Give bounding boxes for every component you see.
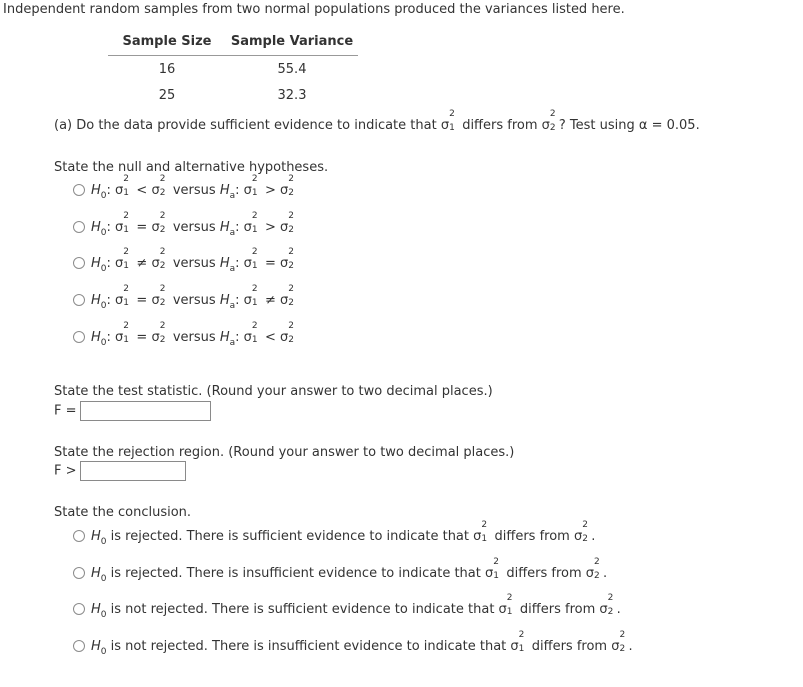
period: .: [603, 566, 608, 581]
conclusion-option[interactable]: $H_0$ is not rejected. There is sufficient evidence to indicate that σ 2 1 differs from σ 2 2 .: [73, 602, 621, 617]
differs-label: differs from σ: [527, 639, 620, 654]
differs-label: differs from σ: [502, 566, 595, 581]
table-header-sample-variance: Sample Variance: [226, 34, 358, 56]
ha-relation: >: [265, 220, 276, 235]
h0-relation: =: [136, 330, 148, 345]
rejection-region-row: [54, 461, 186, 481]
radio-button[interactable]: [73, 184, 85, 196]
versus-label: versus: [172, 183, 216, 198]
ha-relation: <: [265, 330, 276, 345]
h0-relation: ≠: [136, 256, 148, 271]
conclusion-text: is rejected. There is sufficient evidence to indicate that σ: [106, 529, 482, 544]
differs-label: differs from σ: [515, 602, 608, 617]
table-row: [108, 82, 358, 108]
versus-label: versus: [172, 220, 216, 235]
hypotheses-prompt: State the null and alternative hypotheses.: [54, 160, 329, 175]
rejection-region-input[interactable]: [80, 461, 186, 481]
test-statistic-prompt: State the test statistic. (Round your answer to two decimal places.): [54, 384, 493, 399]
part-a-question: (a) Do the data provide sufficient evidence to indicate that σ 2 1 differs from σ 2 2 ? Test using α = 0.05.: [54, 109, 700, 133]
conclusion-prompt: State the conclusion.: [54, 505, 192, 520]
versus-label: versus: [172, 293, 216, 308]
conclusion-option[interactable]: $H_0$ is rejected. There is insufficient evidence to indicate that σ 2 1 differs from σ 2 2 .: [73, 566, 607, 581]
radio-button[interactable]: [73, 331, 85, 343]
conclusion-option[interactable]: $H_0$ is rejected. There is sufficient evidence to indicate that σ 2 1 differs from σ 2 2 .: [73, 529, 595, 544]
versus-label: versus: [172, 256, 216, 271]
table-header-sample-size: Sample Size: [108, 34, 226, 56]
rejection-region-prompt: State the rejection region. (Round your answer to two decimal places.): [54, 445, 515, 460]
radio-button[interactable]: [73, 257, 85, 269]
table-cell: 55.4: [277, 61, 307, 77]
part-a-prefix: (a) Do the data provide sufficient evidence to indicate that σ: [54, 118, 450, 133]
ha-relation: ≠: [265, 293, 276, 308]
h0-relation: =: [136, 293, 148, 308]
period: .: [591, 529, 596, 544]
ha-relation: =: [265, 256, 276, 271]
differs-label: differs from σ: [490, 529, 583, 544]
conclusion-option[interactable]: $H_0$ is not rejected. There is insufficient evidence to indicate that σ 2 1 differs from σ 2 2 .: [73, 639, 633, 654]
table-cell: 32.3: [277, 87, 307, 103]
part-a-suffix: ? Test using α = 0.05.: [558, 118, 700, 133]
period: .: [616, 602, 621, 617]
sample-table: [108, 34, 358, 108]
radio-button[interactable]: [73, 530, 85, 542]
hypothesis-option[interactable]: $H_0$: σ 2 1 = σ 2 2 versus $H_a$: σ 2 1 > σ 2 2: [73, 220, 297, 235]
radio-button[interactable]: [73, 567, 85, 579]
radio-button[interactable]: [73, 603, 85, 615]
h0-relation: =: [136, 220, 148, 235]
ha-relation: >: [265, 183, 276, 198]
conclusion-text: is not rejected. There is insufficient evidence to indicate that σ: [106, 639, 519, 654]
radio-button[interactable]: [73, 221, 85, 233]
test-statistic-row: [54, 401, 211, 421]
conclusion-text: is rejected. There is insufficient evidence to indicate that σ: [106, 566, 494, 581]
conclusion-text: is not rejected. There is sufficient evidence to indicate that σ: [106, 602, 507, 617]
table-row: [108, 56, 358, 83]
hypothesis-option[interactable]: $H_0$: σ 2 1 = σ 2 2 versus $H_a$: σ 2 1 ≠ σ 2 2: [73, 293, 297, 308]
radio-button[interactable]: [73, 294, 85, 306]
intro-text: Independent random samples from two normal populations produced the variances listed here.: [3, 2, 625, 17]
rejection-region-label: F >: [54, 463, 77, 479]
hypothesis-option[interactable]: $H_0$: σ 2 1 < σ 2 2 versus $H_a$: σ 2 1 > σ 2 2: [73, 183, 297, 198]
radio-button[interactable]: [73, 640, 85, 652]
test-statistic-label: F =: [54, 403, 77, 419]
h0-relation: <: [136, 183, 148, 198]
hypothesis-option[interactable]: $H_0$: σ 2 1 = σ 2 2 versus $H_a$: σ 2 1 < σ 2 2: [73, 330, 297, 345]
table-cell: 16: [158, 61, 176, 77]
table-cell: 25: [158, 87, 176, 103]
part-a-middle: differs from σ: [458, 118, 550, 133]
hypothesis-option[interactable]: $H_0$: σ 2 1 ≠ σ 2 2 versus $H_a$: σ 2 1 = σ 2 2: [73, 256, 297, 271]
test-statistic-input[interactable]: [80, 401, 211, 421]
versus-label: versus: [172, 330, 216, 345]
period: .: [628, 639, 633, 654]
